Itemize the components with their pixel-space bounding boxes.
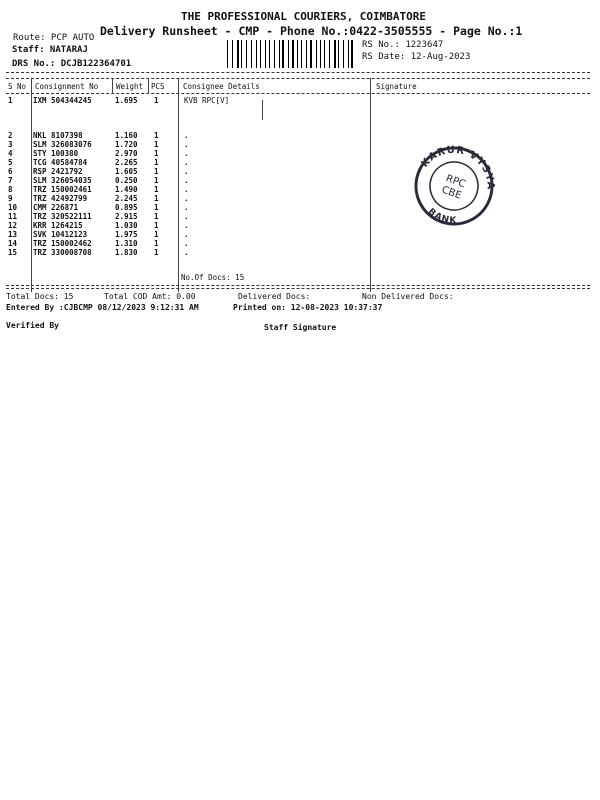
cell-weight: 2.245	[115, 194, 138, 203]
table-row	[0, 185, 360, 194]
cell-consignment-no: STY 100380	[33, 149, 79, 158]
cell-consignee: KVB RPC[V]	[184, 96, 230, 105]
cell-pcs: 1	[154, 230, 159, 239]
cell-sno: 11	[8, 212, 18, 221]
table-bottom-rule	[6, 285, 590, 286]
cell-pcs: 1	[154, 194, 159, 203]
cell-consignee: .	[184, 140, 189, 149]
printed-on: Printed on: 12-08-2023 10:37:37	[233, 303, 383, 312]
cell-weight: 1.695	[115, 96, 138, 105]
total-cod-amount: Total COD Amt: 0.00	[104, 292, 196, 301]
cell-weight: 0.250	[115, 176, 138, 185]
cell-sno: 5	[8, 158, 13, 167]
col-header-sno: S No	[8, 82, 27, 91]
table-row	[0, 131, 360, 140]
non-delivered-docs: Non Delivered Docs:	[362, 292, 454, 301]
total-docs: Total Docs: 15	[6, 292, 74, 301]
cell-consignment-no: TRZ 320522111	[33, 212, 92, 221]
cell-consignee: .	[184, 239, 189, 248]
cell-pcs: 1	[154, 185, 159, 194]
cell-consignment-no: SVK 10412123	[33, 230, 88, 239]
cell-pcs: 1	[154, 248, 159, 257]
col-divider	[112, 78, 113, 94]
bank-stamp	[404, 145, 504, 227]
cell-consignment-no: CMM 226871	[33, 203, 79, 212]
cell-weight: 1.720	[115, 140, 138, 149]
cell-consignee: .	[184, 149, 189, 158]
stamp-top-text: KARUR VYSYA	[419, 145, 496, 191]
cell-sno: 7	[8, 176, 13, 185]
cell-sno: 10	[8, 203, 18, 212]
entered-by: Entered By :CJBCMP 08/12/2023 9:12:31 AM	[6, 303, 199, 312]
cell-sno: 6	[8, 167, 13, 176]
cell-weight: 2.915	[115, 212, 138, 221]
cell-pcs: 1	[154, 221, 159, 230]
rs-date: RS Date: 12-Aug-2023	[362, 52, 471, 62]
table-row	[0, 140, 360, 149]
cell-pcs: 1	[154, 176, 159, 185]
cell-consignee: .	[184, 230, 189, 239]
table-row	[0, 194, 360, 203]
header-rule	[6, 72, 590, 73]
cell-sno: 1	[8, 96, 13, 105]
cell-weight: 1.310	[115, 239, 138, 248]
col-header-pcs: PCS	[151, 82, 165, 91]
table-row	[0, 248, 360, 257]
table-row	[0, 176, 360, 185]
cell-pcs: 1	[154, 203, 159, 212]
col-divider	[148, 78, 149, 94]
cell-consignment-no: IXM 504344245	[33, 96, 92, 105]
cell-weight: 1.490	[115, 185, 138, 194]
cell-consignee: .	[184, 185, 189, 194]
cell-consignee: .	[184, 194, 189, 203]
cell-consignee: .	[184, 221, 189, 230]
cell-consignee: .	[184, 248, 189, 257]
rs-number: RS No.: 1223647	[362, 40, 444, 50]
cell-consignee: .	[184, 167, 189, 176]
svg-text:BANK	[425, 206, 461, 227]
verified-by: Verified By	[6, 321, 59, 330]
cell-pcs: 1	[154, 212, 159, 221]
table-row	[0, 239, 360, 248]
drs-number: DRS No.: DCJB122364701	[12, 59, 132, 69]
table-row	[0, 230, 360, 239]
table-row	[0, 158, 360, 167]
cell-weight: 1.160	[115, 131, 138, 140]
col-header-signature: Signature	[376, 82, 417, 91]
cell-pcs: 1	[154, 239, 159, 248]
cell-consignment-no: RSP 2421792	[33, 167, 83, 176]
col-header-consignment: Consignment No	[35, 82, 99, 91]
stamp-center-line1: RPC	[444, 173, 467, 191]
cell-weight: 2.970	[115, 149, 138, 158]
cell-pcs: 1	[154, 149, 159, 158]
delivered-docs: Delivered Docs:	[238, 292, 311, 301]
stamp-center-line2: CBE	[440, 184, 463, 202]
cell-sno: 14	[8, 239, 18, 248]
table-row	[0, 203, 360, 212]
cell-consignment-no: SLM 326054035	[33, 176, 92, 185]
runsheet-title: Delivery Runsheet - CMP - Phone No.:0422-3505555 - Page No.:1	[100, 24, 523, 38]
cell-pcs: 1	[154, 131, 159, 140]
col-header-weight: Weight	[116, 82, 144, 91]
table-row	[0, 221, 360, 230]
cell-consignment-no: TRZ 150002461	[33, 185, 92, 194]
table-row	[0, 212, 360, 221]
col-header-consignee: Consignee Details	[183, 82, 260, 91]
cell-consignment-no: TCG 40584784	[33, 158, 88, 167]
table-row	[0, 149, 360, 158]
cell-sno: 4	[8, 149, 13, 158]
company-title: THE PROFESSIONAL COURIERS, COIMBATORE	[181, 10, 427, 23]
cell-consignee: .	[184, 203, 189, 212]
cell-weight: 1.975	[115, 230, 138, 239]
cell-consignment-no: TRZ 42492799	[33, 194, 88, 203]
cell-consignment-no: TRZ 150002462	[33, 239, 92, 248]
cell-pcs: 1	[154, 158, 159, 167]
cell-weight: 0.895	[115, 203, 138, 212]
cell-sno: 2	[8, 131, 13, 140]
route-label: Route: PCP AUTO	[13, 33, 95, 43]
stamp-bottom-text: BANK	[425, 206, 458, 226]
cell-weight: 1.605	[115, 167, 138, 176]
cell-pcs: 1	[154, 140, 159, 149]
table-bottom-rule-2	[6, 288, 590, 289]
cell-consignee: .	[184, 212, 189, 221]
cell-sno: 9	[8, 194, 13, 203]
cell-weight: 1.030	[115, 221, 138, 230]
cell-consignment-no: SLM 326083076	[33, 140, 92, 149]
cell-consignee: .	[184, 131, 189, 140]
cell-pcs: 1	[154, 96, 159, 105]
table-top-rule	[6, 78, 590, 79]
cell-sno: 12	[8, 221, 18, 230]
cell-consignment-no: NKL 8107398	[33, 131, 83, 140]
cell-consignment-no: KRR 1264215	[33, 221, 83, 230]
cell-sno: 8	[8, 185, 13, 194]
cell-consignment-no: TRZ 330008708	[33, 248, 92, 257]
table-row	[0, 167, 360, 176]
cell-sno: 15	[8, 248, 18, 257]
table-header-rule	[6, 93, 590, 94]
cell-sno: 13	[8, 230, 18, 239]
cell-consignee: .	[184, 176, 189, 185]
cell-weight: 1.830	[115, 248, 138, 257]
no-of-docs: No.Of Docs: 15	[181, 273, 245, 282]
staff-label: Staff: NATARAJ	[12, 45, 88, 55]
cell-weight: 2.265	[115, 158, 138, 167]
col-divider	[370, 78, 371, 292]
barcode-image	[227, 40, 357, 68]
cell-sno: 3	[8, 140, 13, 149]
table-row	[0, 96, 360, 105]
cell-pcs: 1	[154, 167, 159, 176]
staff-signature: Staff Signature	[264, 323, 337, 332]
cell-consignee: .	[184, 158, 189, 167]
